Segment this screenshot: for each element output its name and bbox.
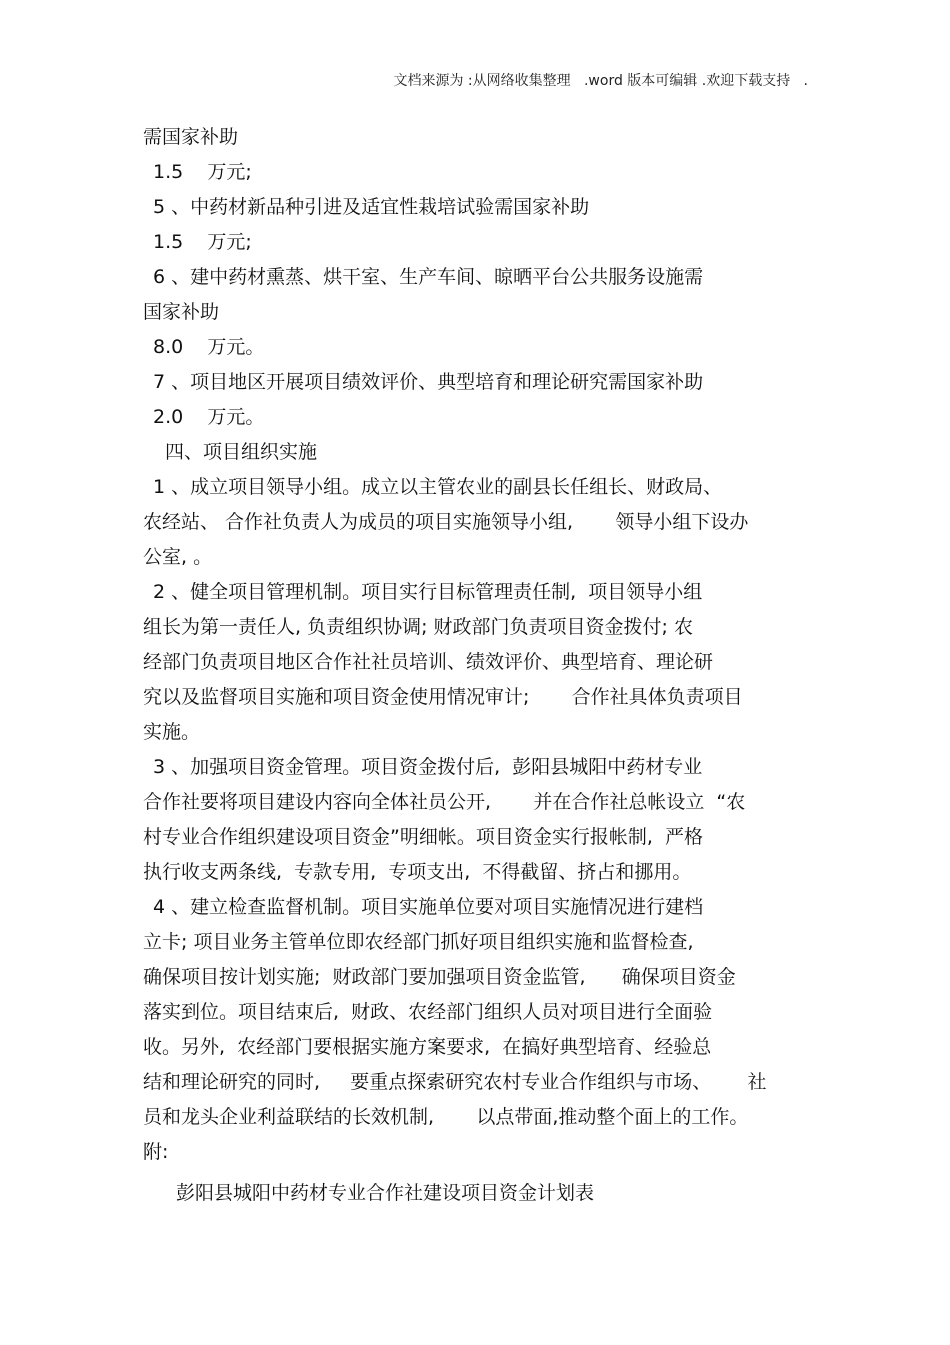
text-line: 需国家补助: [143, 126, 239, 148]
text-line: 1.5 万元;: [153, 161, 252, 183]
text-line: 合作社要将项目建设内容向全体社员公开, 并在合作社总帐设立 “农: [143, 791, 746, 813]
list-item-7: 7 、项目地区开展项目绩效评价、典型培育和理论研究需国家补助: [153, 371, 704, 393]
document-body: [143, 120, 823, 1211]
text-line: 1.5 万元;: [153, 231, 252, 253]
text-line: 员和龙头企业利益联结的长效机制, 以点带面,推动整个面上的工作。: [143, 1106, 749, 1128]
section-heading: 四、项目组织实施: [165, 441, 318, 463]
page-header-source-note: 文档来源为 :从网络收集整理 .word 版本可编辑 .欢迎下载支持 .: [393, 73, 808, 89]
text-line: 究以及监督项目实施和项目资金使用情况审计; 合作社具体负责项目: [143, 686, 743, 708]
appendix-label: 附:: [143, 1141, 169, 1163]
list-item-1: 1 、成立项目领导小组。成立以主管农业的副县长任组长、财政局、: [153, 476, 723, 498]
list-item-4: 4 、建立检查监督机制。项目实施单位要对项目实施情况进行建档: [153, 896, 704, 918]
text-line: 公室, 。: [143, 546, 213, 568]
text-line: 落实到位。项目结束后, 财政、农经部门组织人员对项目进行全面验: [143, 1001, 713, 1023]
text-line: 村专业合作组织建设项目资金”明细帐。项目资金实行报帐制, 严格: [143, 826, 703, 848]
text-line: 确保项目按计划实施; 财政部门要加强项目资金监管, 确保项目资金: [143, 966, 736, 988]
text-line: 经部门负责项目地区合作社社员培训、绩效评价、典型培育、理论研: [143, 651, 714, 673]
list-item-6: 6 、建中药材熏蒸、烘干室、生产车间、晾晒平台公共服务设施需: [153, 266, 704, 288]
list-item-3: 3 、加强项目资金管理。项目资金拨付后, 彭阳县城阳中药材专业: [153, 756, 703, 778]
text-line: 国家补助: [143, 301, 220, 323]
list-item-2: 2 、健全项目管理机制。项目实行目标管理责任制, 项目领导小组: [153, 581, 703, 603]
text-line: 2.0 万元。: [153, 406, 265, 428]
text-line: 执行收支两条线, 专款专用, 专项支出, 不得截留、挤占和挪用。: [143, 861, 692, 883]
text-line: 8.0 万元。: [153, 336, 265, 358]
text-line: 收。另外, 农经部门要根据实施方案要求, 在搞好典型培育、经验总: [143, 1036, 712, 1058]
appendix-title: 彭阳县城阳中药材专业合作社建设项目资金计划表: [176, 1182, 595, 1204]
text-line: 立卡; 项目业务主管单位即农经部门抓好项目组织实施和监督检查,: [143, 931, 694, 953]
text-line: 实施。: [143, 721, 201, 743]
list-item-5: 5 、中药材新品种引进及适宜性栽培试验需国家补助: [153, 196, 590, 218]
text-line: 农经站、 合作社负责人为成员的项目实施领导小组, 领导小组下设办: [143, 511, 749, 533]
text-line: 组长为第一责任人, 负责组织协调; 财政部门负责项目资金拨付; 农: [143, 616, 693, 638]
text-line: 结和理论研究的同时, 要重点探索研究农村专业合作组织与市场、 社: [143, 1071, 767, 1093]
